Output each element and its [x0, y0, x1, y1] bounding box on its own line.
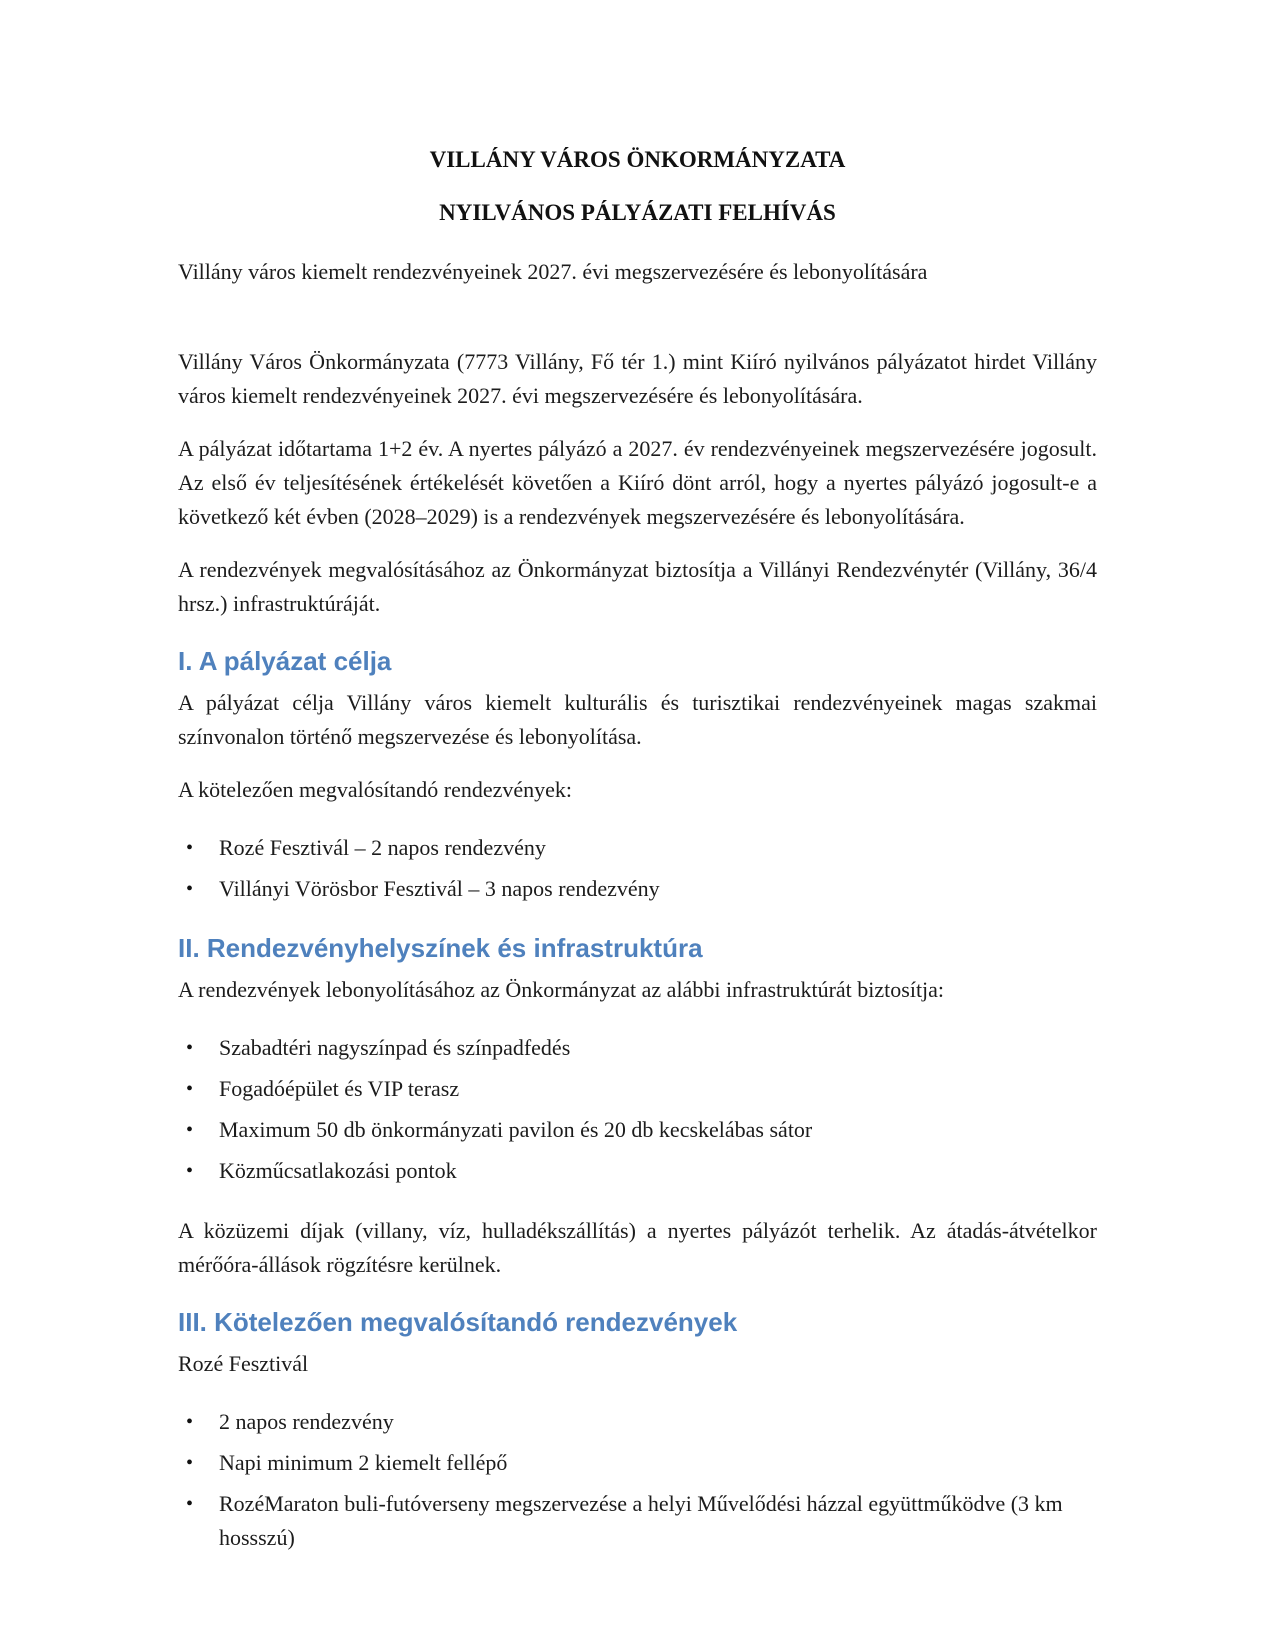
- bullet-icon: •: [186, 1037, 194, 1059]
- bullet-icon: •: [186, 1452, 194, 1474]
- section-2-paragraph-1: A rendezvények lebonyolításához az Önkormányzat az alábbi infrastruktúrát biztosítja:: [178, 977, 945, 1002]
- list-item-text: Közműcsatlakozási pontok: [219, 1158, 457, 1183]
- section-heading-2: II. Rendezvényhelyszínek és infrastruktúra: [178, 933, 703, 963]
- list-item-text: Napi minimum 2 kiemelt fellépő: [219, 1450, 508, 1475]
- list-item: [178, 1405, 1097, 1439]
- section-1-paragraph-1: A pályázat célja Villány város kiemelt kulturális és turisztikai rendezvényeinek magas szakmai színvonalon történő megszervezése és lebonyolítása.: [178, 690, 1097, 749]
- bullet-icon: •: [186, 1078, 194, 1100]
- section-heading-1: I. A pályázat célja: [178, 646, 392, 676]
- section-3-paragraph-1: Rozé Fesztivál: [178, 1351, 309, 1376]
- list-item: [178, 1072, 1097, 1106]
- doc-lead: Villány város kiemelt rendezvényeinek 2027. évi megszervezésére és lebonyolítására: [178, 259, 928, 284]
- list-item: [178, 1154, 1097, 1188]
- list-item: [178, 872, 1097, 906]
- list-item: [178, 1031, 1097, 1065]
- section-1-bullet-list: [178, 831, 1097, 906]
- list-item: [178, 1113, 1097, 1147]
- list-item-text: Rozé Fesztivál – 2 napos rendezvény: [219, 835, 546, 860]
- bullet-icon: •: [186, 837, 194, 859]
- bullet-icon: •: [186, 878, 194, 900]
- intro-paragraph-3: A rendezvények megvalósításához az Önkormányzat biztosítja a Villányi Rendezvénytér (Villány, 36/4 hrsz.) infrastruktúráját.: [178, 557, 1097, 616]
- section-3-bullet-list: [178, 1405, 1097, 1555]
- section-2-paragraph-2: A közüzemi díjak (villany, víz, hulladékszállítás) a nyertes pályázót terhelik. Az átadás-átvételkor mérőóra-állások rögzítésre kerülnek.: [178, 1218, 1097, 1277]
- section-1-paragraph-2: A kötelezően megvalósítandó rendezvények:: [178, 777, 573, 802]
- bullet-icon: •: [186, 1493, 194, 1515]
- section-heading-3: III. Kötelezően megvalósítandó rendezvények: [178, 1307, 738, 1337]
- list-item: [178, 831, 1097, 865]
- list-item-text: Maximum 50 db önkormányzati pavilon és 20 db kecskelábas sátor: [219, 1117, 813, 1142]
- doc-subtitle: NYILVÁNOS PÁLYÁZATI FELHÍVÁS: [439, 200, 836, 225]
- doc-title: VILLÁNY VÁROS ÖNKORMÁNYZATA: [429, 147, 846, 172]
- list-item-text: RozéMaraton buli-futóverseny megszervezése a helyi Művelődési házzal együttműködve (3 km hossszú): [219, 1491, 1063, 1550]
- bullet-icon: •: [186, 1160, 194, 1182]
- list-item-text: 2 napos rendezvény: [219, 1409, 394, 1434]
- list-item-text: Szabadtéri nagyszínpad és színpadfedés: [219, 1035, 571, 1060]
- intro-paragraph-1: Villány Város Önkormányzata (7773 Villány, Fő tér 1.) mint Kiíró nyilvános pályázatot hirdet Villány város kiemelt rendezvényeinek 2027. évi megszervezésére és lebonyolítására.: [178, 349, 1097, 408]
- bullet-icon: •: [186, 1411, 194, 1433]
- list-item: [178, 1446, 1097, 1480]
- intro-paragraph-2: A pályázat időtartama 1+2 év. A nyertes pályázó a 2027. év rendezvényeinek megszervezésére jogosult. Az első év teljesítésének értékelését követően a Kiíró dönt arról, hogy a nyertes pályázó jogosult-e a következő két évben (2028–2029) is a rendezvények megszervezésére és lebonyolítására.: [178, 436, 1097, 529]
- list-item: [178, 1487, 1097, 1555]
- bullet-icon: •: [186, 1119, 194, 1141]
- list-item-text: Villányi Vörösbor Fesztivál – 3 napos rendezvény: [219, 876, 660, 901]
- section-2-bullet-list: [178, 1031, 1097, 1188]
- list-item-text: Fogadóépület és VIP terasz: [219, 1076, 460, 1101]
